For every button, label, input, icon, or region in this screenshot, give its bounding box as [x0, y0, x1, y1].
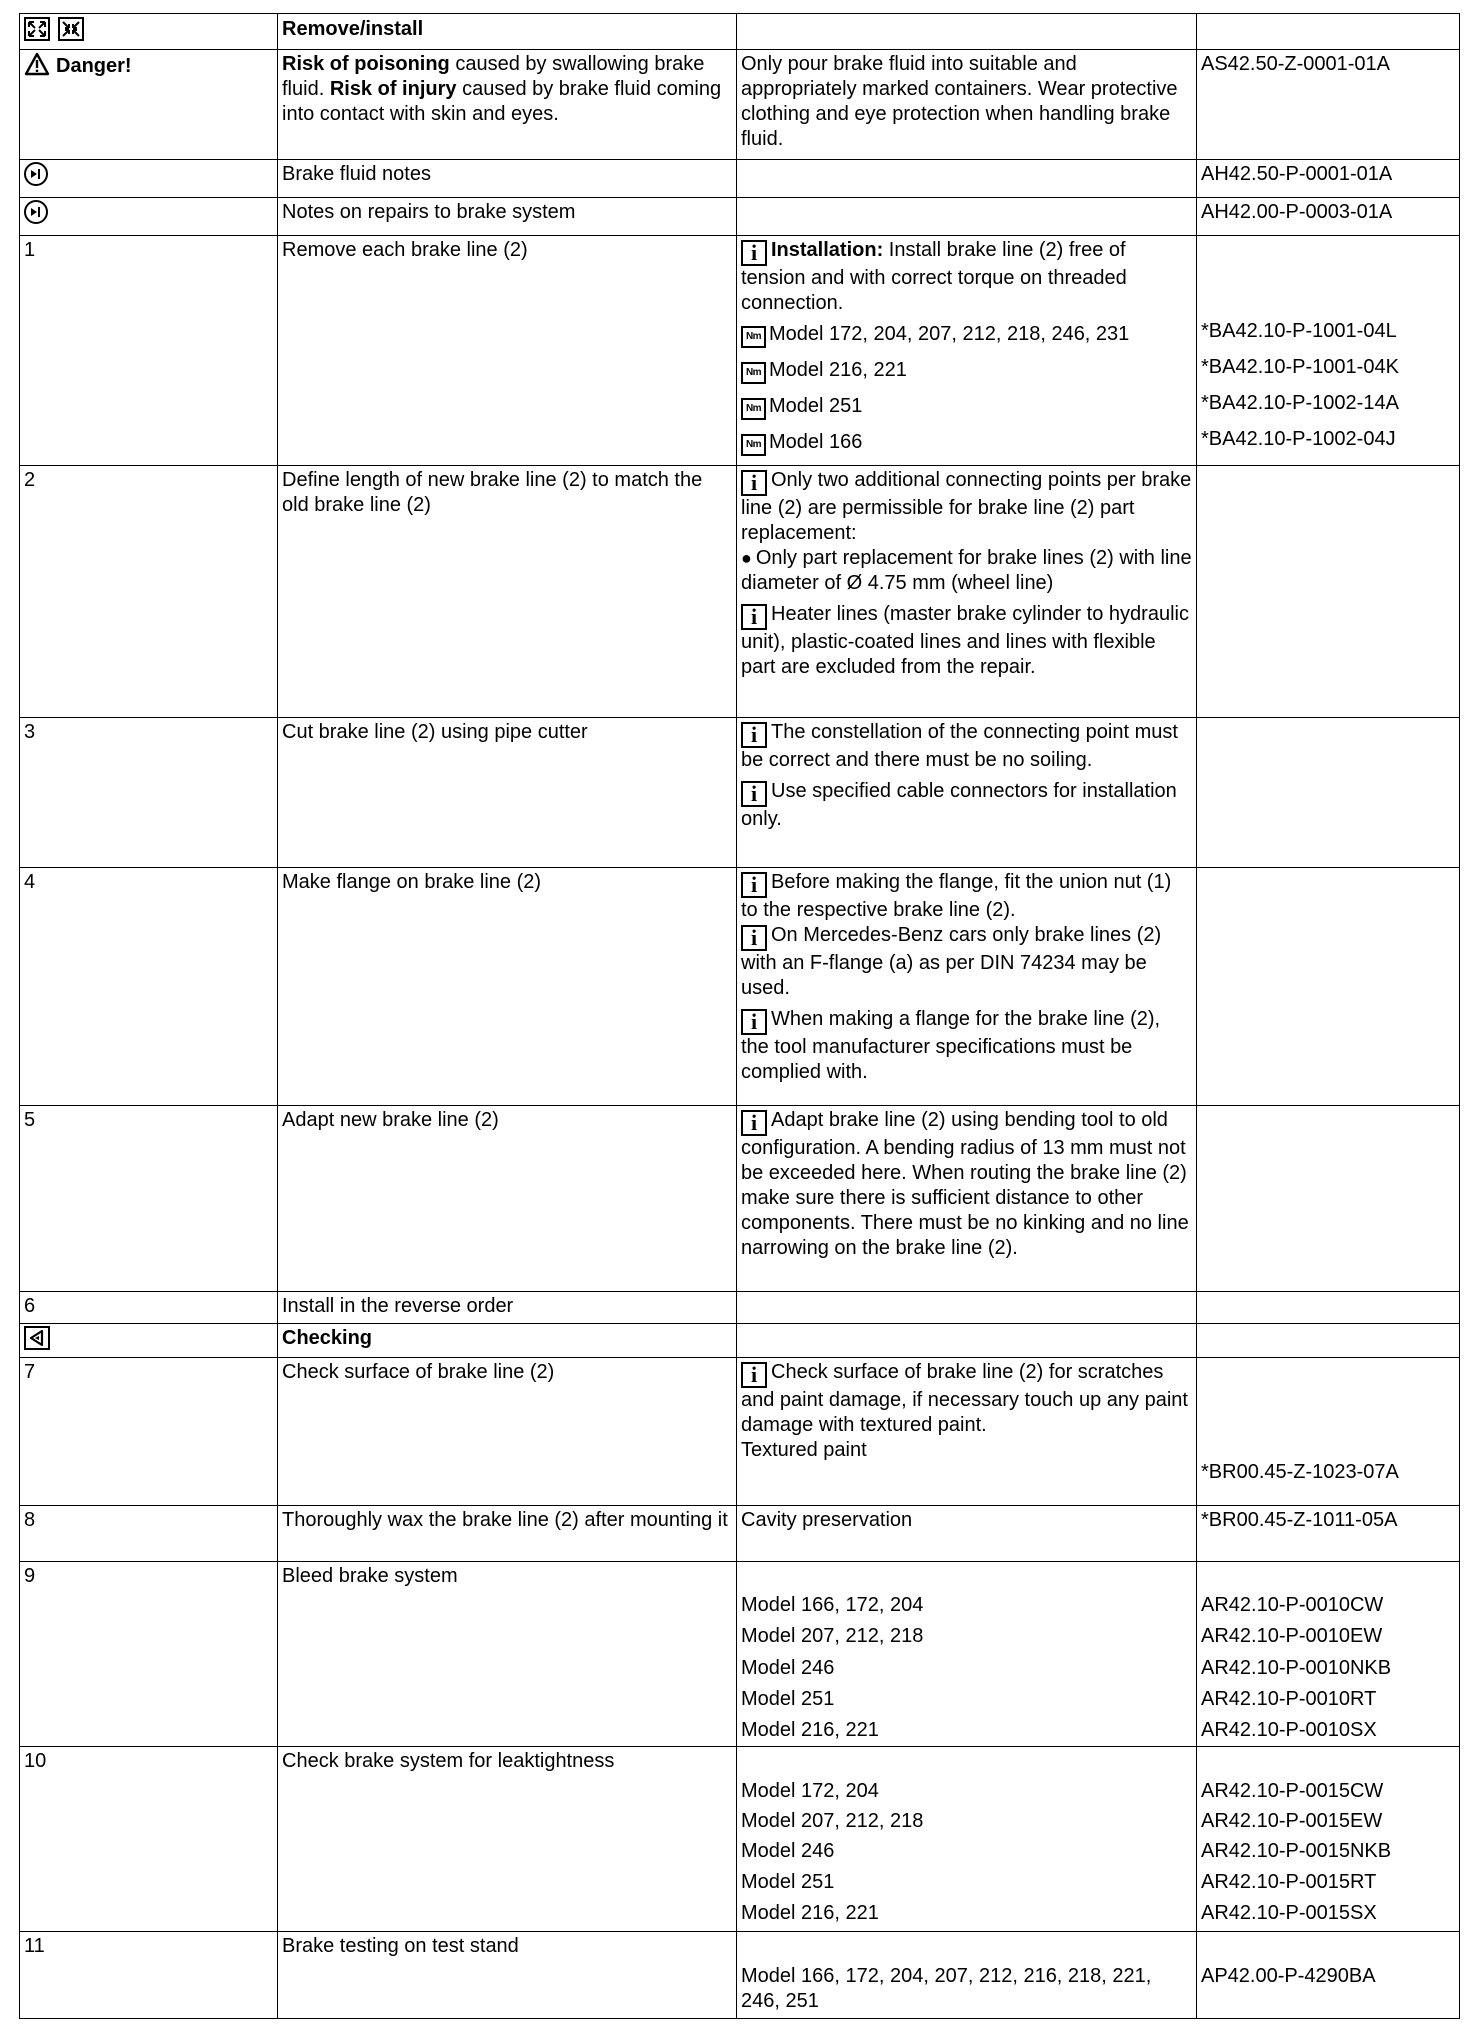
step-number: 2 — [20, 466, 278, 718]
torque-ref[interactable]: *BA42.10-P-1002-04J — [1201, 428, 1396, 450]
info-icon: i — [741, 1362, 767, 1388]
step-text: Brake testing on test stand — [278, 1932, 737, 2019]
table-row-step-7: 7 Check surface of brake line (2) i Check surface of brake line (2) for scratches and paint damage, if necessary touch up any paint damage with textured paint. Textured paint *BR00.45-Z-1023-07A — [20, 1358, 1460, 1506]
doc-ref[interactable]: AP42.00-P-4290BA — [1201, 1965, 1376, 1987]
info-icon: i — [741, 872, 767, 898]
checking-title: Checking — [278, 1324, 737, 1358]
table-row-step-4: 4 Make flange on brake line (2) i Before making the flange, fit the union nut (1) to the respective brake line (2). i On Mercedes-Benz cars only brake lines (2) with an F-flange (a) as per DIN 74234 may be used. i When making a flange for the brake line (2), the tool manufacturer specifications must be complied with. — [20, 868, 1460, 1106]
doc-ref[interactable]: AR42.10-P-0010RT — [1201, 1688, 1377, 1710]
step-text: Remove each brake line (2) — [278, 236, 737, 466]
step-number: 7 — [20, 1358, 278, 1506]
step-number: 4 — [20, 868, 278, 1106]
info-icon: i — [741, 781, 767, 807]
remove-expand-icon — [24, 17, 50, 41]
info-icon: i — [741, 604, 767, 630]
section-title: Remove/install — [278, 14, 737, 50]
install-collapse-icon — [58, 17, 84, 41]
material: Cavity preservation — [737, 1506, 1197, 1562]
danger-ref[interactable]: AS42.50-Z-0001-01A — [1197, 50, 1460, 160]
material: Textured paint — [741, 1439, 867, 1461]
torque-ref[interactable]: *BA42.10-P-1001-04K — [1201, 356, 1399, 378]
step-number: 9 — [20, 1562, 278, 1747]
table-row-step-5: 5 Adapt new brake line (2) i Adapt brake line (2) using bending tool to old configuration. A bending radius of 13 mm must not be exceeded here. When routing the brake line (2) make sure there is sufficient distance to other components. There must be no kinking and no line narrowing on the brake line (2). — [20, 1106, 1460, 1292]
note-ref[interactable]: AH42.50-P-0001-01A — [1197, 160, 1460, 198]
table-row-note — [20, 160, 1460, 198]
torque-icon: Nm — [741, 326, 766, 348]
doc-ref[interactable]: AR42.10-P-0010NKB — [1201, 1657, 1392, 1679]
info-icon: i — [741, 1009, 767, 1035]
step-text: Check brake system for leaktightness — [278, 1747, 737, 1932]
torque-ref[interactable]: *BA42.10-P-1001-04L — [1201, 320, 1397, 342]
info-icon: i — [741, 240, 767, 266]
step-number: 8 — [20, 1506, 278, 1562]
table-row-header — [20, 14, 1460, 50]
info-icon: i — [741, 470, 767, 496]
note-icon — [24, 200, 48, 224]
doc-ref[interactable]: AR42.10-P-0015SX — [1201, 1902, 1377, 1924]
step-text: Install in the reverse order — [278, 1292, 737, 1324]
table-row-step-1: 1 Remove each brake line (2) i Installation: Install brake line (2) free of tension and with correct torque on threaded connection. Nm Model 172, 204, 207, 212, 218, 246, 231 Nm Model 216, 221 Nm Model 251 Nm Model 166 *BA42.10-P-1001-04L *BA42.10-P-1001-04K *BA42.10-P-1002-14A *BA42.10-P-1002-04J — [20, 236, 1460, 466]
step-number: 11 — [20, 1932, 278, 2019]
doc-ref[interactable]: AR42.10-P-0015EW — [1201, 1810, 1383, 1832]
table-row-step-9: 9 Bleed brake system Model 166, 172, 204 Model 207, 212, 218 Model 246 Model 251 Model 216, 221 AR42.10-P-0010CW AR42.10-P-0010EW AR42.10-P-0010NKB AR42.10-P-0010RT AR42.10-P-0010SX — [20, 1562, 1460, 1747]
torque-icon: Nm — [741, 434, 766, 456]
torque-icon: Nm — [741, 398, 766, 420]
danger-measure: Only pour brake fluid into suitable and appropriately marked containers. Wear protective clothing and eye protection when handling brake fluid. — [737, 50, 1197, 160]
step-text: Bleed brake system — [278, 1562, 737, 1747]
note-ref[interactable]: AH42.00-P-0003-01A — [1197, 198, 1460, 236]
info-icon: i — [741, 925, 767, 951]
material-ref[interactable]: *BR00.45-Z-1023-07A — [1201, 1461, 1399, 1483]
step-number: 3 — [20, 718, 278, 868]
material-ref[interactable]: *BR00.45-Z-1011-05A — [1197, 1506, 1460, 1562]
danger-cell — [20, 50, 278, 160]
table-row-note — [20, 198, 1460, 236]
info-icon: i — [741, 1110, 767, 1136]
danger-label: Danger! — [56, 55, 132, 77]
step-text: Make flange on brake line (2) — [278, 868, 737, 1106]
table-row-step-3: 3 Cut brake line (2) using pipe cutter i The constellation of the connecting point must be correct and there must be no soiling. i Use specified cable connectors for installation only. — [20, 718, 1460, 868]
info-icon: i — [741, 722, 767, 748]
table-row-danger — [20, 50, 1460, 160]
torque-icon: Nm — [741, 362, 766, 384]
step-number: 10 — [20, 1747, 278, 1932]
header-icon-cell — [20, 14, 278, 50]
table-row-checking — [20, 1324, 1460, 1358]
doc-ref[interactable]: AR42.10-P-0015RT — [1201, 1871, 1377, 1893]
step-text: Check surface of brake line (2) — [278, 1358, 737, 1506]
step-text: Define length of new brake line (2) to match the old brake line (2) — [278, 466, 737, 718]
doc-ref[interactable]: AR42.10-P-0015NKB — [1201, 1840, 1392, 1862]
note-text: Brake fluid notes — [278, 160, 737, 198]
step-number: 6 — [20, 1292, 278, 1324]
torque-ref[interactable]: *BA42.10-P-1002-14A — [1201, 392, 1399, 414]
step-number: 5 — [20, 1106, 278, 1292]
doc-ref[interactable]: AR42.10-P-0010SX — [1201, 1719, 1377, 1741]
step-text: Thoroughly wax the brake line (2) after mounting it — [278, 1506, 737, 1562]
table-row-step-8 — [20, 1506, 1460, 1562]
table-row-step-10: 10 Check brake system for leaktightness Model 172, 204 Model 207, 212, 218 Model 246 Model 251 Model 216, 221 AR42.10-P-0015CW AR42.10-P-0015EW AR42.10-P-0015NKB AR42.10-P-0015RT AR42.10-P-0015SX — [20, 1747, 1460, 1932]
checking-icon — [24, 1326, 50, 1350]
table-row-step-2: 2 Define length of new brake line (2) to match the old brake line (2) i Only two additional connecting points per brake line (2) are permissible for brake line (2) part replacement: ● Only part replacement for brake lines (2) with line diameter of Ø 4.75 mm (wheel line) i Heater lines (master brake cylinder to hydraulic unit), plastic-coated lines and lines with flexible part are excluded from the repair. — [20, 466, 1460, 718]
step-text: Cut brake line (2) using pipe cutter — [278, 718, 737, 868]
step-number: 1 — [20, 236, 278, 466]
repair-procedure-table — [19, 13, 1460, 2019]
doc-ref[interactable]: AR42.10-P-0010CW — [1201, 1594, 1384, 1616]
note-text: Notes on repairs to brake system — [278, 198, 737, 236]
table-row-step-6 — [20, 1292, 1460, 1324]
warning-triangle-icon — [24, 52, 50, 76]
bullet-icon: ● — [741, 548, 752, 568]
step-text: Adapt new brake line (2) — [278, 1106, 737, 1292]
doc-ref[interactable]: AR42.10-P-0010EW — [1201, 1625, 1383, 1647]
doc-ref[interactable]: AR42.10-P-0015CW — [1201, 1780, 1384, 1802]
danger-text: Risk of poisoning caused by swallowing brake fluid. Risk of injury caused by brake fluid coming into contact with skin and eyes. — [278, 50, 737, 160]
note-icon — [24, 162, 48, 186]
table-row-step-11: 11 Brake testing on test stand Model 166, 172, 204, 207, 212, 216, 218, 221, 246, 251 AP42.00-P-4290BA — [20, 1932, 1460, 2019]
